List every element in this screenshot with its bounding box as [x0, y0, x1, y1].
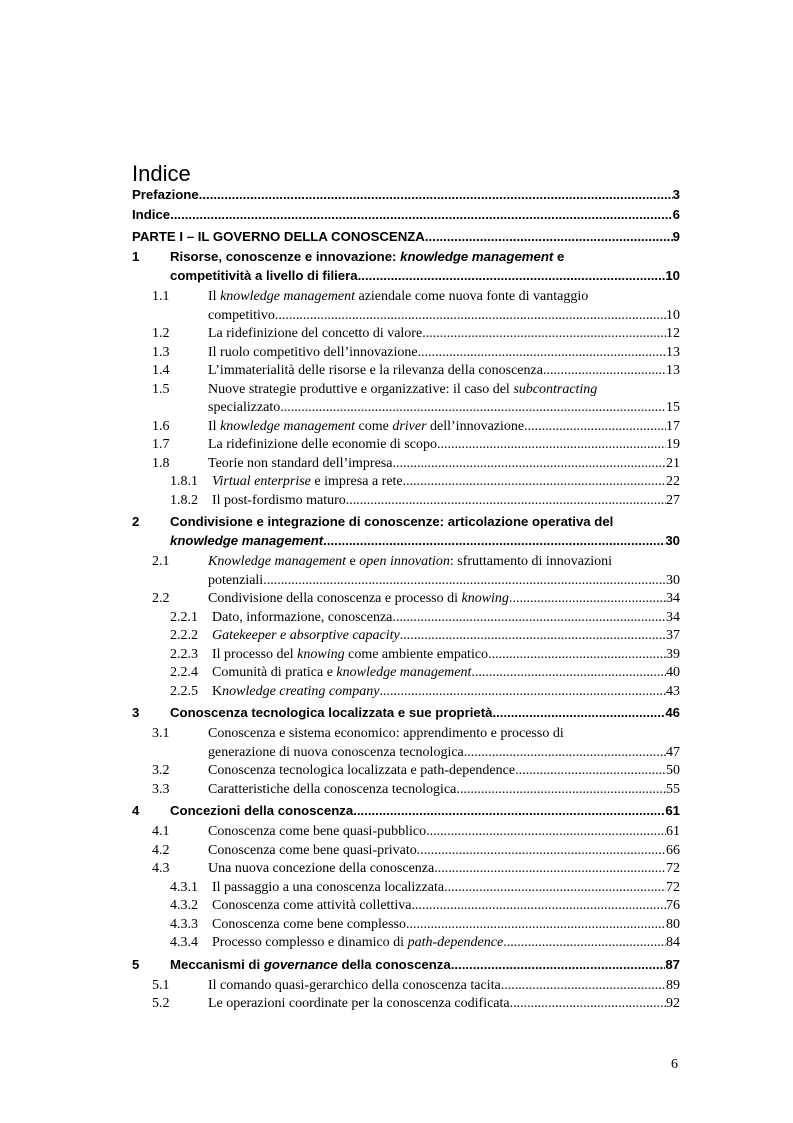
- leader-dots: [503, 934, 666, 953]
- toc-subsection-4-3-2[interactable]: [132, 897, 680, 916]
- toc-page-number: 66: [666, 842, 680, 858]
- toc-entry-title: Processo complesso e dinamico di: [212, 935, 408, 950]
- section-number: 1.8: [152, 455, 170, 471]
- toc-entry-title: dell’innovazione: [426, 418, 525, 434]
- leader-dots: [451, 955, 666, 974]
- section-number: 1.7: [152, 437, 170, 452]
- toc-entry-emphasis: open innovation: [359, 554, 450, 569]
- leader-dots: [199, 185, 673, 204]
- toc-page-number: 87: [665, 956, 680, 972]
- toc-page-number: 55: [666, 781, 680, 797]
- chapter-number: 1: [132, 249, 140, 264]
- toc-entry-emphasis: knowledge management: [220, 418, 355, 434]
- section-number: 3.1: [152, 726, 170, 741]
- toc-entry-emphasis: knowing: [297, 646, 345, 662]
- leader-dots: [444, 879, 666, 898]
- toc-page-number: 43: [666, 683, 680, 699]
- toc-entry-title: Conoscenza come bene quasi-pubblico: [208, 824, 427, 839]
- toc-page-number: 40: [666, 665, 680, 680]
- toc-entry-title: K: [212, 683, 223, 699]
- section-number: 5.1: [152, 977, 170, 993]
- toc-section-1-8[interactable]: [132, 455, 680, 474]
- toc-entry-title: Il passaggio a una conoscenza localizzata: [212, 879, 445, 895]
- toc-section-1-6[interactable]: [132, 418, 680, 437]
- toc-page-number: 61: [665, 803, 680, 818]
- leader-dots: [515, 762, 666, 781]
- toc-subsection-2-2-3[interactable]: [132, 646, 680, 665]
- toc-entry-title: e impresa a rete: [310, 474, 403, 489]
- subsection-number: 2.2.4: [170, 665, 198, 680]
- toc-entry-emphasis: governance: [263, 956, 338, 972]
- toc-entry-title: Risorse, conoscenze e innovazione:: [170, 249, 401, 264]
- leader-dots: [263, 572, 666, 591]
- toc-page-number: 30: [666, 572, 680, 588]
- toc-page-number: 13: [666, 344, 680, 360]
- leader-dots: [464, 744, 666, 763]
- leader-dots: [275, 307, 666, 326]
- toc-section-2-1[interactable]: [132, 553, 680, 590]
- toc-page-number: 12: [666, 326, 680, 341]
- toc-entry-title: Comunità di pratica e: [212, 665, 337, 680]
- toc-entry-title: La ridefinizione del concetto di valore: [208, 326, 423, 341]
- toc-subsection-4-3-4[interactable]: [132, 934, 680, 953]
- toc-entry-title: Le operazioni coordinate per la conoscenza codificata: [208, 996, 510, 1011]
- toc-entry-title: della conoscenza: [337, 956, 451, 972]
- toc-subsection-4-3-3[interactable]: [132, 916, 680, 935]
- leader-dots: [426, 823, 666, 842]
- leader-dots: [280, 399, 666, 418]
- section-number: 1.3: [152, 344, 170, 360]
- leader-dots: [456, 781, 666, 800]
- section-number: 4.1: [152, 824, 170, 839]
- toc-section-5-2[interactable]: [132, 995, 680, 1014]
- toc-page-number: 34: [666, 591, 680, 606]
- toc-subsection-1-8-1[interactable]: [132, 473, 680, 492]
- leader-dots: [379, 683, 666, 702]
- toc-entry-title: e: [346, 554, 360, 569]
- leader-dots: [501, 977, 666, 996]
- chapter-number: 2: [132, 514, 140, 529]
- subsection-number: 4.3.4: [170, 935, 198, 950]
- toc-section-1-3[interactable]: [132, 344, 680, 363]
- subsection-number: 4.3.1: [170, 879, 198, 895]
- section-number: 5.2: [152, 996, 170, 1011]
- toc-entry-emphasis: Virtual enterprise: [212, 474, 311, 489]
- toc-entry-title: Il: [208, 289, 221, 304]
- toc-subsection-2-2-5[interactable]: [132, 683, 680, 702]
- section-number: 3.2: [152, 763, 170, 778]
- section-number: 1.2: [152, 326, 170, 341]
- toc-page-number: 50: [666, 763, 680, 778]
- toc-entry-title: come ambiente empatico: [344, 646, 489, 662]
- toc-entry-emphasis: knowledge management: [170, 533, 324, 548]
- leader-dots: [353, 801, 665, 820]
- leader-dots: [392, 609, 666, 628]
- table-of-contents: [132, 184, 680, 1014]
- section-number: 3.3: [152, 781, 170, 797]
- toc-section-1-7[interactable]: [132, 436, 680, 455]
- toc-section-1-4[interactable]: [132, 362, 680, 381]
- toc-page-number: 72: [666, 861, 680, 876]
- toc-entry-title: L’immaterialità delle risorse e la rilevanza della conoscenza: [208, 363, 543, 378]
- leader-dots: [425, 227, 673, 246]
- toc-entry-title: Il comando quasi-gerarchico della conoscenza tacita: [208, 977, 501, 993]
- toc-section-4-2[interactable]: [132, 842, 680, 861]
- leader-dots: [411, 897, 666, 916]
- toc-page-number: 21: [666, 455, 680, 471]
- leader-dots: [346, 492, 666, 511]
- toc-chapter-2[interactable]: [132, 512, 680, 550]
- toc-page-number: 34: [666, 609, 680, 625]
- toc-entry-title: Conoscenza tecnologica localizzata e path-dependence: [208, 763, 516, 778]
- toc-chapter-4[interactable]: [132, 801, 680, 820]
- leader-dots: [471, 664, 666, 683]
- toc-subsection-1-8-2[interactable]: [132, 492, 680, 511]
- subsection-number: 2.2.3: [170, 646, 198, 662]
- toc-page-number: 27: [666, 492, 680, 508]
- toc-entry-emphasis: knowledge management: [400, 249, 554, 264]
- subsection-number: 2.2.1: [170, 609, 198, 625]
- toc-entry-title: Teorie non standard dell’impresa: [208, 455, 393, 471]
- leader-dots: [488, 646, 666, 665]
- subsection-number: 1.8.1: [170, 474, 198, 489]
- section-number: 4.3: [152, 861, 170, 876]
- toc-entry-emphasis: path-dependence: [407, 935, 504, 950]
- toc-entry-title: Condivisione e integrazione di conoscenze: articolazione operativa del: [170, 514, 614, 529]
- toc-entry-title-cont: specializzato: [208, 400, 281, 415]
- leader-dots: [400, 627, 666, 646]
- toc-subsection-2-2-2[interactable]: [132, 627, 680, 646]
- section-number: 1.5: [152, 381, 170, 397]
- toc-page-number: 92: [666, 996, 680, 1011]
- toc-entry-title: Conoscenza come bene complesso: [212, 916, 406, 932]
- section-number: 2.1: [152, 554, 170, 569]
- toc-entry-emphasis: subcontracting: [513, 381, 598, 397]
- toc-section-4-3[interactable]: [132, 860, 680, 879]
- toc-entry-title: Conoscenza come attività collettiva: [212, 898, 412, 913]
- toc-entry-indice[interactable]: [132, 204, 680, 224]
- toc-page-number: 10: [666, 307, 680, 323]
- toc-entry-title: e: [553, 249, 565, 264]
- toc-section-2-2[interactable]: [132, 590, 680, 609]
- toc-entry-title: Conoscenza come bene quasi-privato: [208, 842, 417, 858]
- toc-entry-title-cont: competitività a livello di filiera: [170, 268, 358, 283]
- toc-page-number: 22: [666, 474, 680, 489]
- leader-dots: [422, 325, 666, 344]
- subsection-number: 4.3.2: [170, 898, 198, 913]
- toc-page-number: 47: [666, 744, 680, 760]
- toc-entry-prefazione[interactable]: [132, 184, 680, 204]
- toc-entry-title: Il post-fordismo maturo: [212, 492, 346, 508]
- toc-entry-title: aziendale come nuova fonte di vantaggio: [354, 289, 589, 304]
- leader-dots: [543, 362, 666, 381]
- toc-entry-emphasis: Gatekeeper e absorptive capacity: [212, 628, 400, 643]
- toc-entry-title: come: [354, 418, 393, 434]
- toc-page-number: 9: [672, 229, 680, 244]
- toc-entry-emphasis: Knowledge management: [208, 554, 347, 569]
- toc-page-number: 13: [666, 363, 680, 378]
- toc-section-1-2[interactable]: [132, 325, 680, 344]
- section-number: 2.2: [152, 591, 170, 606]
- toc-entry-title-cont: competitivo: [208, 307, 275, 323]
- leader-dots: [358, 266, 666, 285]
- toc-entry-emphasis: knowing: [461, 591, 509, 606]
- toc-entry-emphasis: knowledge management: [220, 289, 355, 304]
- toc-chapter-3[interactable]: [132, 703, 680, 722]
- leader-dots: [492, 703, 665, 722]
- toc-entry-title: Indice: [132, 207, 171, 222]
- toc-entry-title: : sfruttamento di innovazioni: [449, 554, 612, 569]
- toc-page-number: 46: [665, 705, 680, 720]
- toc-entry-title: La ridefinizione delle economie di scopo: [208, 437, 437, 452]
- toc-entry-title-cont: generazione di nuova conoscenza tecnologica: [208, 744, 464, 760]
- leader-dots: [418, 344, 666, 363]
- toc-page-number: 10: [665, 268, 680, 283]
- toc-section-1-1[interactable]: [132, 288, 680, 325]
- toc-section-5-1[interactable]: [132, 977, 680, 996]
- toc-entry-title: Il processo del: [212, 646, 298, 662]
- toc-section-3-1[interactable]: [132, 725, 680, 762]
- toc-entry-title: Caratteristiche della conoscenza tecnologica: [208, 781, 457, 797]
- toc-page-number: 76: [666, 898, 680, 913]
- section-number: 4.2: [152, 842, 170, 858]
- toc-subsection-2-2-4[interactable]: [132, 664, 680, 683]
- toc-section-3-2[interactable]: [132, 762, 680, 781]
- subsection-number: 2.2.5: [170, 683, 198, 699]
- toc-page-number: 39: [666, 646, 680, 662]
- leader-dots: [406, 916, 666, 935]
- toc-entry-title: Concezioni della conoscenza: [170, 803, 354, 818]
- toc-page-number: 84: [666, 935, 680, 950]
- leader-dots: [434, 860, 666, 879]
- toc-section-1-5[interactable]: [132, 381, 680, 418]
- toc-entry-title: Nuove strategie produttive e organizzative: il caso del: [208, 381, 514, 397]
- toc-entry-emphasis: knowledge management: [336, 665, 472, 680]
- toc-entry-title: Conoscenza tecnologica localizzata e sue proprietà: [170, 705, 493, 720]
- toc-page-number: 6: [672, 207, 680, 222]
- toc-subsection-4-3-1[interactable]: [132, 879, 680, 898]
- toc-page-number: 37: [666, 628, 680, 643]
- subsection-number: 2.2.2: [170, 628, 198, 643]
- toc-page-number: 19: [666, 437, 680, 452]
- toc-entry-title: Una nuova concezione della conoscenza: [208, 861, 435, 876]
- toc-page-number: 30: [665, 533, 680, 548]
- toc-entry-title: Il: [208, 418, 221, 434]
- toc-entry-title-cont: potenziali: [208, 572, 264, 588]
- toc-page-number: 15: [666, 400, 680, 415]
- leader-dots: [417, 842, 666, 861]
- section-number: 1.4: [152, 363, 170, 378]
- toc-page-number: 17: [666, 418, 680, 434]
- toc-entry-title: Dato, informazione, conoscenza: [212, 609, 393, 625]
- toc-entry-title: Prefazione: [132, 187, 199, 202]
- subsection-number: 1.8.2: [170, 492, 198, 508]
- toc-entry-title: PARTE I – IL GOVERNO DELLA CONOSCENZA: [132, 229, 425, 244]
- toc-page-number: 80: [666, 916, 680, 932]
- page-number: 6: [671, 1057, 678, 1072]
- toc-page-number: 61: [666, 824, 680, 839]
- leader-dots: [323, 531, 665, 550]
- toc-entry-parte-1[interactable]: [132, 226, 680, 246]
- leader-dots: [524, 418, 666, 437]
- toc-page-number: 89: [666, 977, 680, 993]
- subsection-number: 4.3.3: [170, 916, 198, 932]
- toc-entry-title: Condivisione della conoscenza e processo di: [208, 591, 462, 606]
- leader-dots: [170, 205, 673, 224]
- leader-dots: [403, 473, 666, 492]
- toc-entry-title: Meccanismi di: [170, 956, 264, 972]
- toc-entry-title: Conoscenza e sistema economico: apprendimento e processo di: [208, 726, 564, 741]
- toc-section-3-3[interactable]: [132, 781, 680, 800]
- toc-section-4-1[interactable]: [132, 823, 680, 842]
- page-title: Indice: [132, 160, 191, 186]
- toc-subsection-2-2-1[interactable]: [132, 609, 680, 628]
- chapter-number: 4: [132, 803, 140, 818]
- leader-dots: [437, 436, 666, 455]
- toc-page-number: 72: [666, 879, 680, 895]
- leader-dots: [392, 455, 666, 474]
- toc-entry-emphasis: nowledge creating company: [222, 683, 380, 699]
- toc-entry-emphasis: driver: [392, 418, 427, 434]
- chapter-number: 5: [132, 956, 140, 972]
- section-number: 1.1: [152, 289, 170, 304]
- toc-chapter-1[interactable]: [132, 247, 680, 285]
- leader-dots: [510, 995, 666, 1014]
- toc-page-number: 3: [672, 187, 680, 202]
- toc-chapter-5[interactable]: [132, 955, 680, 974]
- leader-dots: [509, 590, 666, 609]
- toc-entry-title: Il ruolo competitivo dell’innovazione: [208, 344, 418, 360]
- chapter-number: 3: [132, 705, 140, 720]
- section-number: 1.6: [152, 418, 170, 434]
